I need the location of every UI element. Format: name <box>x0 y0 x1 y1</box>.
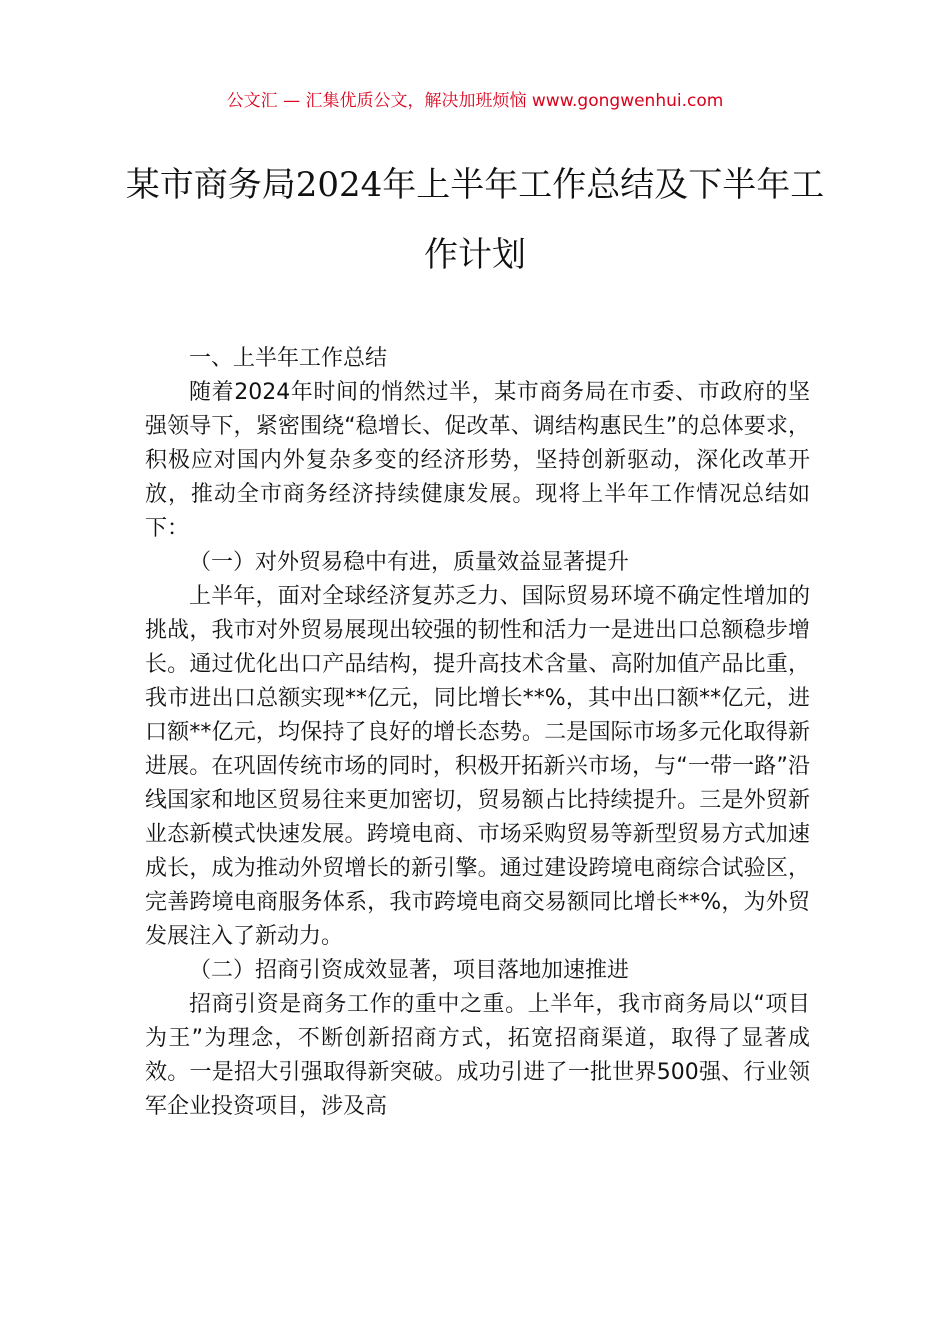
subsection-heading: （一）对外贸易稳中有进，质量效益显著提升 <box>189 550 630 575</box>
header-banner[interactable]: 公文汇 — 汇集优质公文，解决加班烦恼 www.gongwenhui.com <box>226 91 724 111</box>
body-paragraph: 招商引资是商务工作的重中之重。上半年，我市商务局以“项目为王”为理念，不断创新招商方式，拓宽招商渠道，取得了显著成效。一是招大引强取得新突破。成功引进了一批世界500强、行业领军企业投资项目，涉及高 <box>145 992 810 1119</box>
body-paragraph: 上半年，面对全球经济复苏乏力、国际贸易环境不确定性增加的挑战，我市对外贸易展现出较强的韧性和活力一是进出口总额稳步增长。通过优化出口产品结构，提升高技术含量、高附加值产品比重，我市进出口总额实现**亿元，同比增长**%，其中出口额**亿元，进口额**亿元，均保持了良好的增长态势。二是国际市场多元化取得新进展。在巩固传统市场的同时，积极开拓新兴市场，与“一带一路”沿线国家和地区贸易往来更加密切，贸易额占比持续提升。三是外贸新业态新模式快速发展。跨境电商、市场采购贸易等新型贸易方式加速成长，成为推动外贸增长的新引擎。通过建设跨境电商综合试验区，完善跨境电商服务体系，我市跨境电商交易额同比增长**%，为外贸发展注入了新动力。 <box>145 584 810 949</box>
subsection-heading: （二）招商引资成效显著，项目落地加速推进 <box>189 958 630 983</box>
document-body <box>145 342 810 1124</box>
body-paragraph: 随着2024年时间的悄然过半，某市商务局在市委、市政府的坚强领导下，紧密围绕“稳增长、促改革、调结构惠民生”的总体要求，积极应对国内外复杂多变的经济形势，坚持创新驱动，深化改革开放，推动全市商务经济持续健康发展。现将上半年工作情况总结如下： <box>145 380 810 541</box>
document-title: 某市商务局2024年上半年工作总结及下半年工作计划 <box>125 165 825 275</box>
section-heading: 一、上半年工作总结 <box>189 346 388 371</box>
